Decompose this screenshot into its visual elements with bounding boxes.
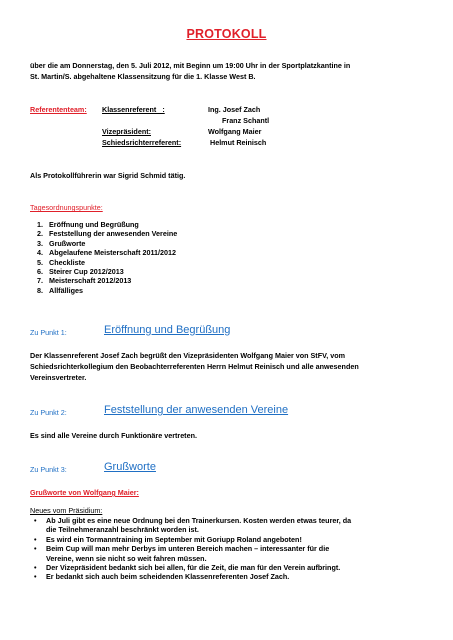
agenda-item-number: 7. (37, 276, 43, 286)
agenda-item-number: 5. (37, 257, 43, 267)
protokollfuehrerin-line: Als Protokollführerin war Sigrid Schmid tätig. (30, 171, 186, 180)
agenda-list (37, 220, 177, 295)
agenda-item-text: Eröffnung und Begrüßung (49, 220, 139, 229)
name-wolfgang-maier: Wolfgang Maier (208, 127, 262, 136)
agenda-item-text: Grußworte (49, 238, 86, 248)
role-schiedsrichterreferent: Schiedsrichterreferent: (102, 138, 182, 147)
punkt3-heading: Grußworte (104, 461, 156, 473)
bullet-dot-icon: • (34, 544, 37, 554)
agenda-item-number: 8. (37, 285, 43, 295)
agenda-item (37, 220, 177, 229)
punkt1-line-2: Schiedsrichterkollegium den Beobachterreferenten Herrn Helmut Reinisch und alle anwesenden (30, 362, 359, 371)
agenda-item-number: 4. (37, 248, 43, 258)
agenda-item-text: Feststellung der anwesenden Vereine (49, 229, 178, 239)
role-vizepraesident: Vizepräsident: (102, 127, 151, 136)
bullet-line-1: Beim Cup will man mehr Derbys im unteren Bereich machen – interessanter für die (46, 544, 330, 554)
agenda-item (37, 267, 177, 276)
agenda-item-text: Abgelaufene Meisterschaft 2011/2012 (49, 248, 177, 258)
agenda-item (37, 276, 177, 285)
bullet-item (32, 563, 442, 572)
agenda-item-number: 1. (37, 220, 43, 229)
agenda-item-number: 2. (37, 229, 43, 239)
punkt2-label: Zu Punkt 2: (30, 408, 67, 417)
bullet-dot-icon: • (34, 534, 37, 544)
neues-vom-praesidium: Neues vom Präsidium: (30, 506, 103, 515)
punkt3-subheading: Grußworte von Wolfgang Maier: (30, 488, 139, 497)
agenda-item-number: 3. (37, 238, 43, 248)
punkt2-heading: Feststellung der anwesenden Vereine (104, 404, 289, 416)
agenda-item (37, 248, 177, 257)
agenda-item (37, 229, 177, 238)
intro-line-1: über die am Donnerstag, den 5. Juli 2012, mit Beginn um 19:00 Uhr in der Sportplatzkantine in (30, 61, 351, 70)
role-klassenreferent: Klassenreferent : (102, 105, 165, 114)
punkt3-bullet-list (32, 516, 442, 582)
punkt1-heading: Eröffnung und Begrüßung (104, 324, 231, 336)
bullet-line-1: Er bedankt sich auch beim scheidenden Klassenreferenten Josef Zach. (46, 572, 290, 582)
bullet-line-1: Der Vizepräsident bedankt sich bei allen, für die Zeit, die man für den Verein aufbringt. (46, 563, 341, 573)
agenda-item (37, 239, 177, 248)
agenda-item-text: Allfälliges (49, 285, 83, 295)
agenda-item (37, 258, 177, 267)
bullet-dot-icon: • (34, 563, 37, 573)
bullet-item (32, 544, 442, 563)
bullet-line-1: Ab Juli gibt es eine neue Ordnung bei den Trainerkursen. Kosten werden etwas teurer, da (46, 516, 352, 525)
document-title: PROTOKOLL (186, 27, 267, 41)
agenda-item-number: 6. (37, 266, 43, 276)
name-josef-zach: Ing. Josef Zach (208, 105, 261, 114)
agenda-item (37, 286, 177, 295)
bullet-item (32, 572, 442, 581)
bullet-dot-icon: • (34, 572, 37, 582)
punkt1-line-3: Vereinsvertreter. (30, 373, 87, 382)
bullet-item (32, 516, 442, 535)
referententeam-label: Referententeam: (30, 105, 87, 114)
bullet-line-1: Es wird ein Tormanntraining im September mit Goriupp Roland angeboten! (46, 534, 302, 544)
agenda-item-text: Steirer Cup 2012/2013 (49, 266, 124, 276)
punkt2-line-1: Es sind alle Vereine durch Funktionäre vertreten. (30, 431, 197, 440)
punkt1-label: Zu Punkt 1: (30, 328, 67, 337)
intro-line-2: St. Martin/S. abgehaltene Klassensitzung für die 1. Klasse West B. (30, 72, 256, 81)
agenda-item-text: Meisterschaft 2012/2013 (49, 276, 132, 286)
punkt3-label: Zu Punkt 3: (30, 465, 67, 474)
bullet-dot-icon: • (34, 516, 37, 525)
bullet-line-2: Vereine, wenn sie nicht so weit fahren müssen. (46, 553, 207, 563)
name-helmut-reinisch: Helmut Reinisch (210, 138, 267, 147)
bullet-item (32, 535, 442, 544)
agenda-item-text: Checkliste (49, 257, 85, 267)
name-franz-schantl: Franz Schantl (222, 116, 270, 125)
punkt1-line-1: Der Klassenreferent Josef Zach begrüßt den Vizepräsidenten Wolfgang Maier von StFV, vom (30, 351, 345, 360)
agenda-label: Tagesordnungspunkte: (30, 203, 103, 212)
bullet-line-2: die Teilnehmeranzahl beschränkt worden ist. (46, 525, 199, 535)
